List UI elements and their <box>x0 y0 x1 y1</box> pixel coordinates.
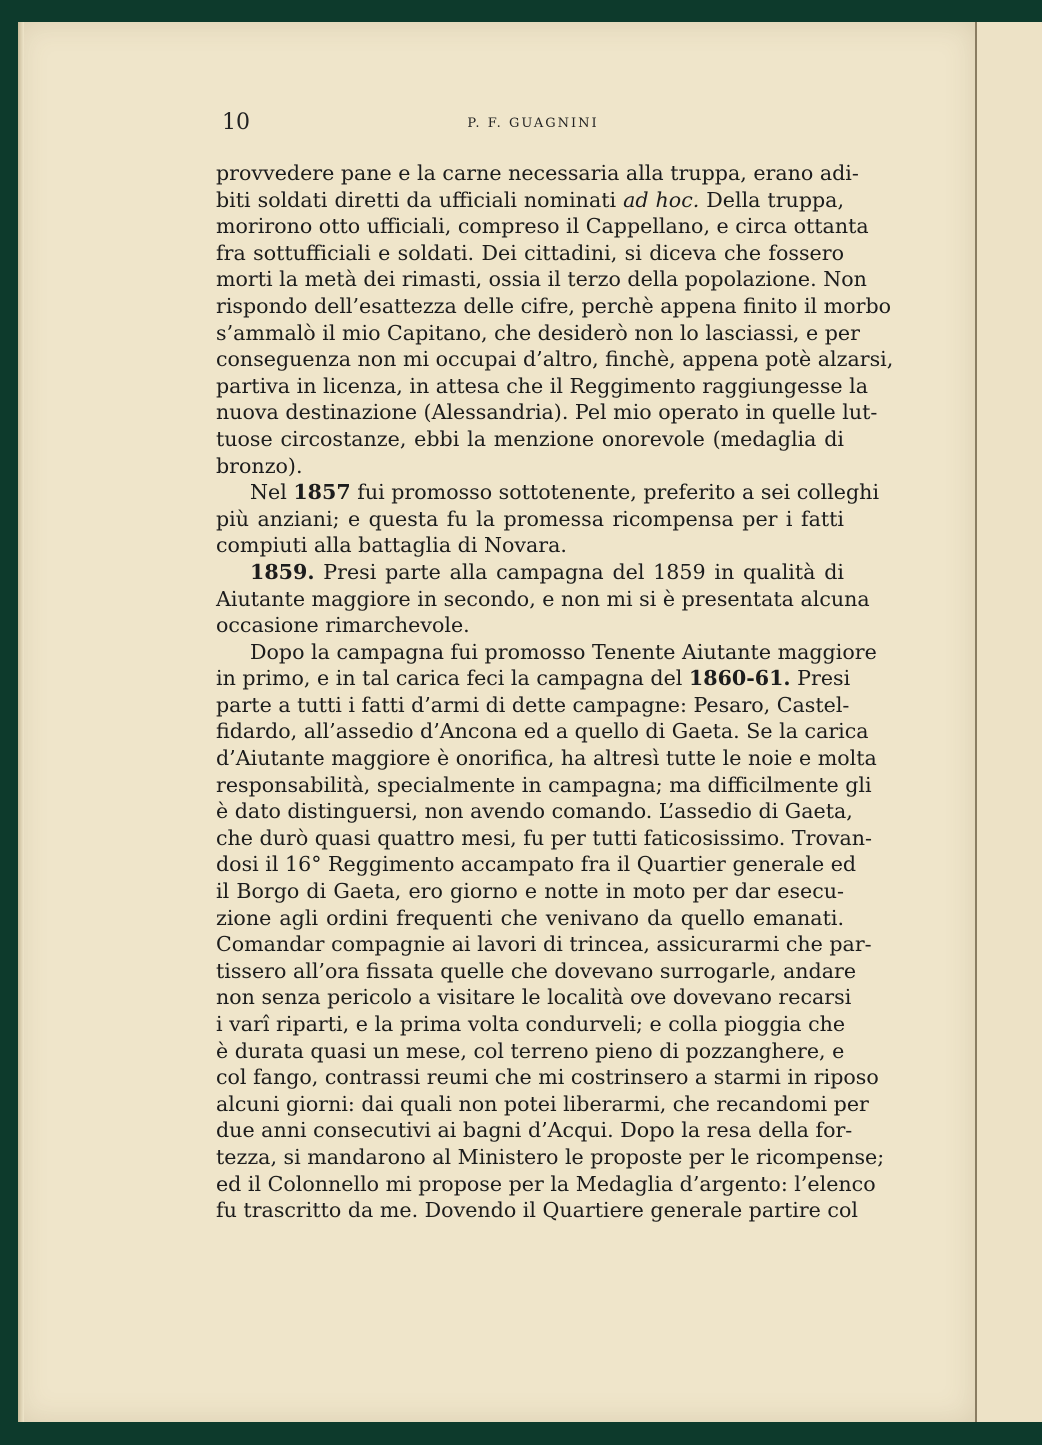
text-line: conseguenza non mi occupai d’altro, finchè, appena potè alzarsi, <box>216 347 894 372</box>
text-line: tuose circostanze, ebbi la menzione onorevole (medaglia di <box>216 426 844 451</box>
text-line: partiva in licenza, in attesa che il Reggimento raggiungesse la <box>216 373 869 398</box>
year-1857: 1857 <box>293 480 351 505</box>
adjacent-page <box>975 22 1042 1422</box>
paragraph-start: Dopo la campagna fui promosso Tenente Aiutante maggiore <box>250 639 877 664</box>
text-fragment: Nel <box>250 480 287 505</box>
text-line: provvedere pane e la carne necessaria alla truppa, erano adi- <box>216 161 859 185</box>
text-line: è dato distinguersi, non avendo comando. L’assedio di Gaeta, <box>216 799 853 824</box>
page-header <box>222 110 844 140</box>
text-line: il Borgo di Gaeta, ero giorno e notte in moto per dar esecu- <box>216 879 844 904</box>
text-line: più anziani; e questa fu la promessa ricompensa per i fatti <box>216 506 844 531</box>
text-line: fidardo, all’assedio d’Ancona ed a quello di Gaeta. Se la carica <box>216 719 869 744</box>
text-line: Comandar compagnie ai lavori di trincea, assicurarmi che par- <box>216 932 872 957</box>
text-line: d’Aiutante maggiore è onorifica, ha altresì tutte le noie e molta <box>216 746 877 771</box>
text-line: alcuni giorni: dai quali non potei liberarmi, che recandomi per <box>216 1091 869 1116</box>
text-fragment: Presi <box>797 666 851 691</box>
page-number: 10 <box>222 110 250 135</box>
text-line <box>216 665 851 692</box>
text-line: compiuti alla battaglia di Novara. <box>216 533 567 558</box>
text-line: bronzo). <box>216 453 303 478</box>
body-text <box>216 160 894 1224</box>
paragraph-start <box>216 479 880 506</box>
text-line: due anni consecutivi ai bagni d’Acqui. Dopo la resa della for- <box>216 1118 853 1143</box>
text-line: occasione rimarchevole. <box>216 613 470 638</box>
text-line: s’ammalò il mio Capitano, che desiderò non lo lasciassi, e per <box>216 320 860 345</box>
text-line: fu trascritto da me. Dovendo il Quartiere generale partire col <box>216 1198 858 1223</box>
text-fragment: in primo, e in tal carica feci la campagna del <box>216 666 683 691</box>
page-gutter <box>18 22 24 1422</box>
paragraph-start <box>216 559 844 586</box>
text-line: tezza, si mandarono al Ministero le proposte per le ricompense; <box>216 1144 885 1169</box>
year-1859: 1859. <box>250 559 315 584</box>
text-line: dosi il 16° Reggimento accampato fra il Quartier generale ed <box>216 852 857 877</box>
text-fragment: fui promosso sottotenente, preferito a sei colleghi <box>357 480 880 505</box>
text-line: fra sottufficiali e soldati. Dei cittadini, si diceva che fossero <box>216 240 844 265</box>
text-line: è durata quasi un mese, col terreno pieno di pozzanghere, e <box>216 1038 845 1063</box>
text-line: i varî riparti, e la prima volta condurveli; e colla pioggia che <box>216 1012 846 1036</box>
running-title: P. F. GUAGNINI <box>467 116 599 131</box>
text-line: nuova destinazione (Alessandria). Pel mio operato in quelle lut- <box>216 400 878 425</box>
text-line: rispondo dell’esattezza delle cifre, perchè appena finito il morbo <box>216 293 892 318</box>
text-fragment: Presi parte alla campagna del 1859 in qualità di <box>323 559 844 584</box>
text-line: che durò quasi quattro mesi, fu per tutti faticosissimo. Trovan- <box>216 825 872 850</box>
text-line: morti la metà dei rimasti, ossia il terzo della popolazione. Non <box>216 267 867 292</box>
years-1860-61: 1860-61. <box>688 666 791 691</box>
text-line: parte a tutti i fatti d’armi di dette campagne: Pesaro, Castel- <box>216 692 850 717</box>
text-line: responsabilità, specialmente in campagna; ma difficilmente gli <box>216 772 872 797</box>
text-line: ed il Colonnello mi propose per la Medaglia d’argento: l’elenco <box>216 1171 876 1196</box>
text-fragment: biti soldati diretti da ufficiali nominati <box>216 187 617 212</box>
italic-phrase: ad hoc. <box>623 187 700 212</box>
text-line: col fango, contrassi reumi che mi costrinsero a starmi in riposo <box>216 1065 879 1090</box>
text-fragment: Della truppa, <box>706 187 845 212</box>
text-line: Aiutante maggiore in secondo, e non mi si è presentata alcuna <box>216 586 870 611</box>
text-line: tissero all’ora fissata quelle che dovevano surrogarle, andare <box>216 958 857 983</box>
text-line: morirono otto ufficiali, compreso il Cappellano, e circa ottanta <box>216 214 869 239</box>
text-line: non senza pericolo a visitare le località ove dovevano recarsi <box>216 985 852 1010</box>
text-line: zione agli ordini frequenti che venivano da quello emanati. <box>216 905 844 930</box>
text-line <box>216 187 844 214</box>
